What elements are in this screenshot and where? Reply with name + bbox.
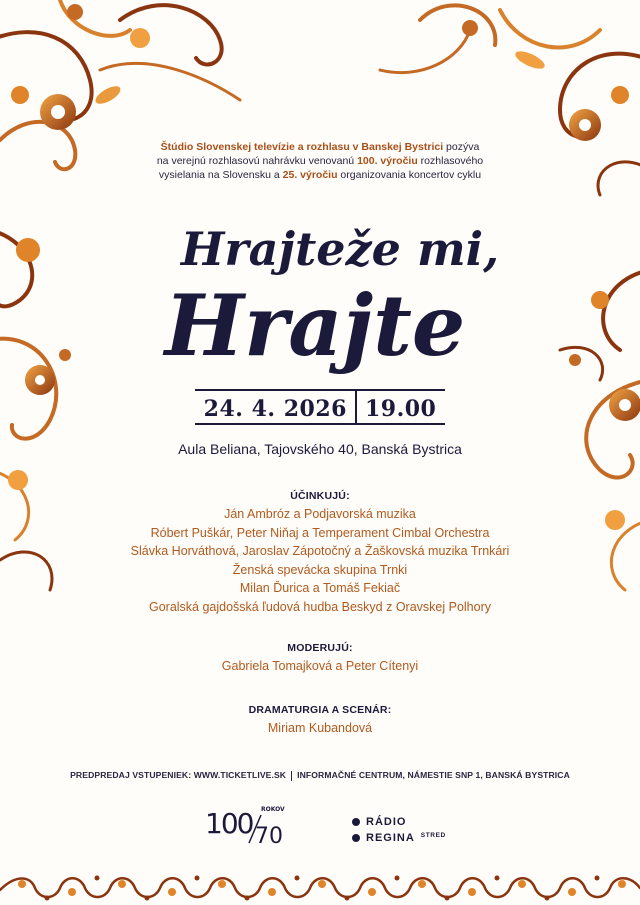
right-side-swirl: [560, 270, 640, 590]
anniversary-logo: [205, 803, 287, 847]
left-side-flowers: [8, 238, 71, 490]
radio-logo-row-2: [352, 830, 472, 846]
presale-label: PREDPREDAJ VSTUPENIEK:: [70, 770, 192, 780]
anniversary-number-70: 70: [255, 824, 283, 847]
event-venue: Aula Beliana, Tajovského 40, Banská Bystrica: [178, 441, 462, 457]
radio-logo-line-1: RÁDIO: [366, 816, 407, 828]
bottom-ornament-border: [0, 870, 640, 905]
left-side-swirl: [0, 230, 56, 590]
top-left-flowers: [11, 4, 150, 130]
event-time: 19.00: [364, 396, 437, 422]
radio-logo-row-1: [352, 814, 472, 830]
dramaturgy-section: [80, 704, 560, 738]
presale-info: [40, 770, 600, 781]
intro-part-4: vysielania na Slovensku a: [158, 169, 283, 181]
radio-logo-line-2: REGINA: [366, 832, 415, 844]
intro-anniversary-25: 25. výročiu: [282, 169, 338, 181]
performers-heading: ÚČINKUJÚ:: [290, 490, 350, 502]
date-time-text: [195, 393, 445, 427]
date-separator: [355, 390, 357, 424]
moderators-names: Gabriela Tomajková a Peter Cítenyi: [221, 659, 419, 673]
intro-part-2: na verejnú rozhlasovú nahrávku venovanú: [156, 155, 358, 167]
anniversary-rokov: ROKOV: [261, 806, 285, 813]
date-rule-bottom: [195, 423, 445, 425]
intro-anniversary-100: 100. výročiu: [357, 155, 418, 167]
performer-item: Ženská spevácka skupina Trnki: [232, 562, 408, 577]
moderators-section: [80, 642, 560, 676]
performer-item: Ján Ambróz a Podjavorská muzika: [224, 507, 416, 521]
intro-part-5: organizovania koncertov cyklu: [337, 169, 482, 181]
presale-separator: [291, 771, 292, 781]
intro-part-3: rozhlasového: [417, 155, 484, 167]
presale-info-center: INFORMAČNÉ CENTRUM, NÁMESTIE SNP 1, BANSKÁ BYSTRICA: [297, 770, 570, 780]
event-title: [140, 195, 500, 385]
top-right-flowers: [462, 20, 629, 141]
performer-item: Goralská gajdošská ľudová hudba Beskyd z Oravskej Polhory: [148, 599, 492, 614]
title-line-1: Hrajteže mi,: [180, 222, 500, 276]
performers-section: [80, 490, 560, 616]
performer-item: Róbert Puškár, Peter Niňaj a Temperament Cimbal Orchestra: [150, 525, 490, 540]
intro-part-1: pozýva: [443, 141, 480, 153]
radio-logo-suffix: STRED: [420, 831, 446, 839]
event-date: 24. 4. 2026: [203, 396, 347, 422]
date-rule-top: [195, 389, 445, 391]
moderators-heading: MODERUJÚ:: [287, 642, 353, 654]
title-line-2: Hrajte: [164, 276, 466, 375]
performer-item: Milan Ďurica a Tomáš Fekiač: [239, 581, 401, 595]
intro-text: [100, 140, 540, 182]
intro-organization: Štúdio Slovenskej televízie a rozhlasu v Banskej Bystrici: [160, 141, 444, 153]
date-time-block: [195, 385, 445, 427]
dramaturgy-heading: DRAMATURGIA A SCENÁR:: [248, 704, 392, 716]
dramaturgy-name: Miriam Kubandová: [267, 721, 373, 735]
presale-url[interactable]: WWW.TICKETLIVE.SK: [193, 770, 287, 780]
radio-dot-icon: [352, 818, 360, 826]
radio-dot-icon: [352, 834, 360, 842]
anniversary-number-100: 100: [205, 807, 253, 840]
performer-item: Slávka Horváthová, Jaroslav Zápotočný a Žaškovská muzika Trnkári: [130, 544, 510, 558]
radio-regina-logo: [352, 814, 472, 848]
